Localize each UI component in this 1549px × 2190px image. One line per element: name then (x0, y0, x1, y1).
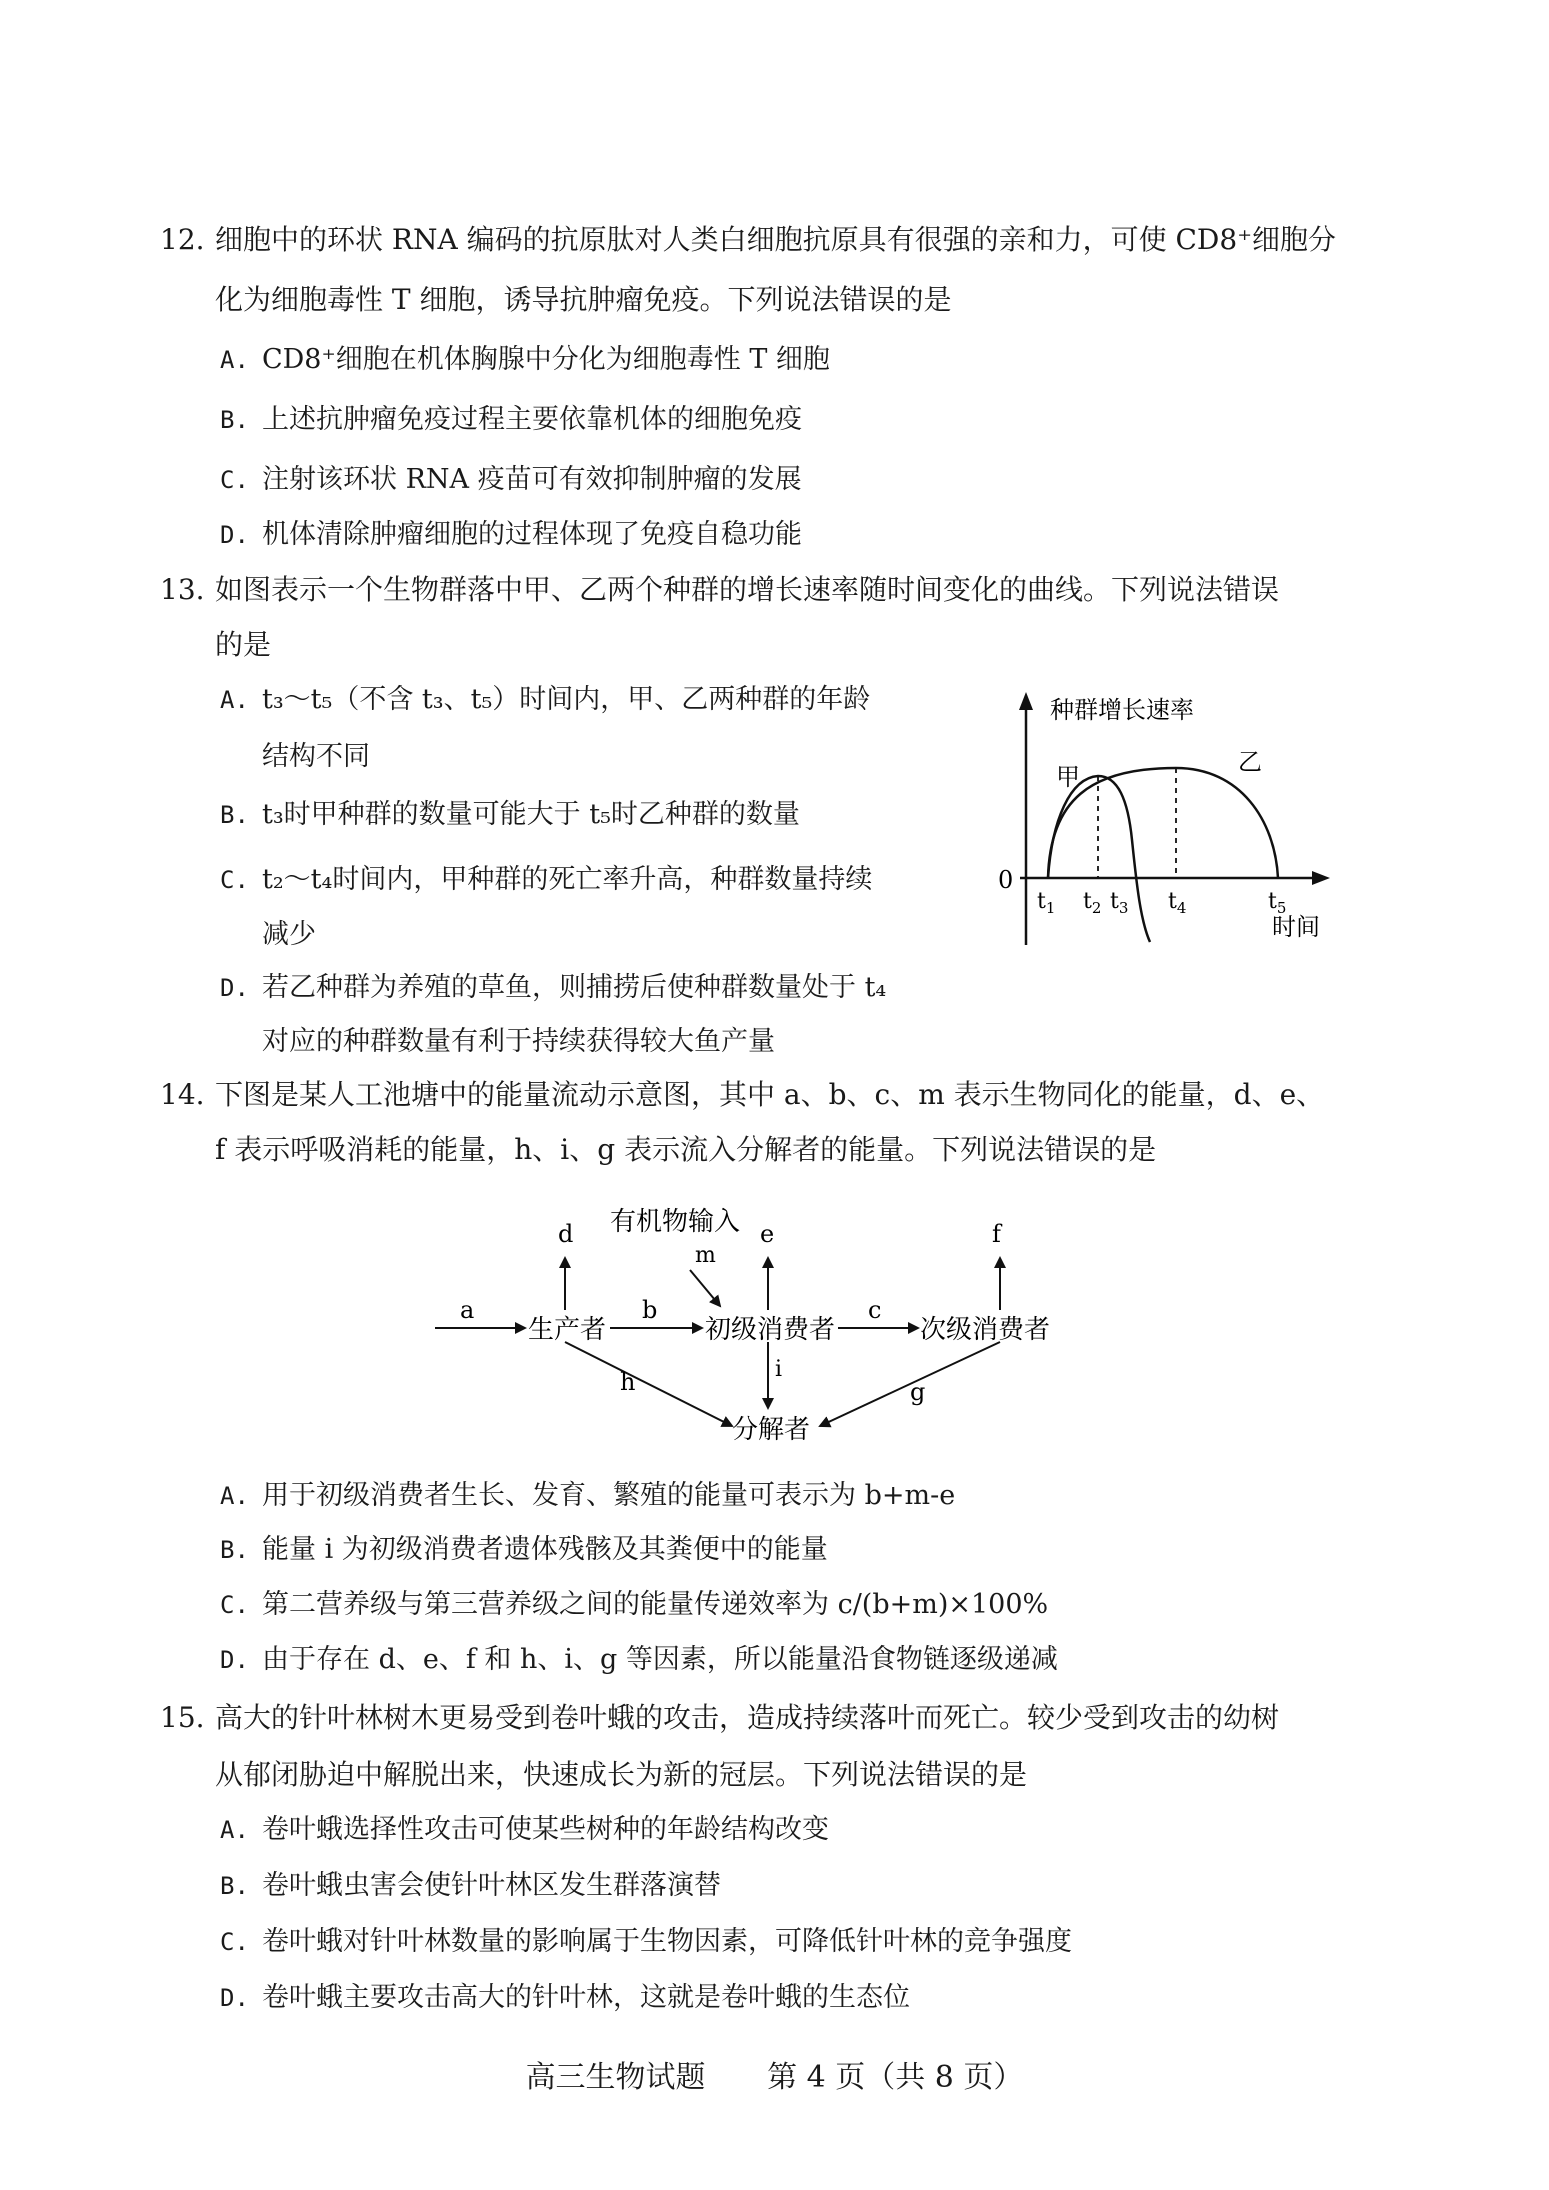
q13-option-d: D. 若乙种群为养殖的草鱼，则捕捞后使种群数量处于 t₄ (220, 972, 887, 1003)
x-axis-arrow-icon (1312, 871, 1330, 885)
q14-option-d: D. 由于存在 d、e、f 和 h、i、g 等因素，所以能量沿食物链逐级递减 (220, 1644, 1058, 1675)
q15-stem-line1: 高大的针叶林树木更易受到卷叶蛾的攻击，造成持续落叶而死亡。较少受到攻击的幼树 (215, 1701, 1280, 1734)
q12-stem-line1: 细胞中的环状 RNA 编码的抗原肽对人类白细胞抗原具有很强的亲和力，可使 CD8⁺细胞分 (215, 223, 1336, 256)
tick-t4: $t_4$ (1168, 889, 1187, 917)
x-axis-label: 时间 (1272, 913, 1320, 941)
q12-stem-line2: 化为细胞毒性 T 细胞，诱导抗肿瘤免疫。下列说法错误的是 (215, 283, 952, 316)
q14-option-b: B. 能量 i 为初级消费者遗体残骸及其粪便中的能量 (220, 1534, 828, 1565)
node-producer: 生产者 (528, 1315, 607, 1345)
q13-option-a: A. t₃～t₅（不含 t₃、t₅）时间内，甲、乙两种群的年龄 (220, 684, 871, 715)
curve-jia (1048, 776, 1150, 942)
q13-stem-line2: 的是 (215, 628, 272, 661)
tick-t3: $t_3$ (1110, 889, 1129, 917)
growth-rate-figure (990, 680, 1350, 990)
q12-number: 12. (160, 223, 205, 256)
page-footer (0, 2058, 1549, 2098)
curve-yi (1048, 768, 1278, 878)
footer-subject: 高三生物试题 (525, 2060, 706, 2095)
label-b: b (642, 1296, 658, 1324)
tick-t1: $t_1$ (1037, 889, 1056, 917)
label-i: i (775, 1357, 783, 1382)
tick-t5: $t_5$ (1268, 889, 1287, 917)
arrow-m (690, 1270, 720, 1306)
input-label: 有机物输入 (610, 1207, 741, 1237)
q13-stem-line1: 如图表示一个生物群落中甲、乙两个种群的增长速率随时间变化的曲线。下列说法错误 (215, 573, 1280, 606)
series-label-jia: 甲 (1056, 763, 1080, 791)
tick-t2: $t_2$ (1083, 889, 1102, 917)
label-c: c (868, 1296, 882, 1324)
label-h: h (620, 1368, 636, 1396)
node-secondary-consumer: 次级消费者 (920, 1315, 1051, 1345)
footer-page-number: 第 4 页（共 8 页） (767, 2060, 1024, 2095)
label-f: f (992, 1220, 1001, 1248)
q15-option-d: D. 卷叶蛾主要攻击高大的针叶林，这就是卷叶蛾的生态位 (220, 1982, 910, 2013)
q13-option-c-cont: 减少 (262, 919, 316, 950)
label-a: a (460, 1296, 475, 1324)
label-e: e (760, 1220, 775, 1248)
q13-option-c: C. t₂～t₄时间内，甲种群的死亡率升高，种群数量持续 (220, 864, 873, 895)
q14-number: 14. (160, 1078, 205, 1111)
q14-option-c: C. 第二营养级与第三营养级之间的能量传递效率为 c/(b+m)×100% (220, 1589, 1049, 1620)
node-decomposer: 分解者 (732, 1415, 811, 1445)
q12-option-d: D. 机体清除肿瘤细胞的过程体现了免疫自稳功能 (220, 519, 802, 550)
label-m: m (695, 1243, 716, 1268)
q15-option-b: B. 卷叶蛾虫害会使针叶林区发生群落演替 (220, 1870, 721, 1901)
q13-number: 13. (160, 573, 205, 606)
origin-label: 0 (998, 866, 1014, 894)
q14-option-a: A. 用于初级消费者生长、发育、繁殖的能量可表示为 b+m-e (220, 1480, 956, 1511)
y-axis-label: 种群增长速率 (1050, 696, 1194, 724)
q12-option-a: A. CD8⁺细胞在机体胸腺中分化为细胞毒性 T 细胞 (220, 344, 830, 375)
series-label-yi: 乙 (1238, 748, 1262, 776)
q12-option-b: B. 上述抗肿瘤免疫过程主要依靠机体的细胞免疫 (220, 404, 802, 435)
label-g: g (910, 1378, 926, 1406)
q13-option-b: B. t₃时甲种群的数量可能大于 t₅时乙种群的数量 (220, 799, 800, 830)
q13-option-a-cont: 结构不同 (262, 741, 370, 772)
arrow-h (565, 1342, 732, 1426)
q12-option-c: C. 注射该环状 RNA 疫苗可有效抑制肿瘤的发展 (220, 464, 802, 495)
y-axis-arrow-icon (1019, 692, 1033, 710)
q13-option-d-cont: 对应的种群数量有利于持续获得较大鱼产量 (262, 1026, 775, 1057)
q15-stem-line2: 从郁闭胁迫中解脱出来，快速成长为新的冠层。下列说法错误的是 (215, 1758, 1028, 1791)
q15-option-a: A. 卷叶蛾选择性攻击可使某些树种的年龄结构改变 (220, 1814, 829, 1845)
q15-number: 15. (160, 1701, 205, 1734)
q14-stem-line1: 下图是某人工池塘中的能量流动示意图，其中 a、b、c、m 表示生物同化的能量，d、e、 (215, 1078, 1325, 1111)
label-d: d (558, 1220, 574, 1248)
q15-option-c: C. 卷叶蛾对针叶林数量的影响属于生物因素，可降低针叶林的竞争强度 (220, 1926, 1072, 1957)
energy-flow-diagram (420, 1190, 1140, 1450)
q14-stem-line2: f 表示呼吸消耗的能量，h、i、g 表示流入分解者的能量。下列说法错误的是 (215, 1133, 1157, 1166)
node-primary-consumer: 初级消费者 (705, 1315, 836, 1345)
